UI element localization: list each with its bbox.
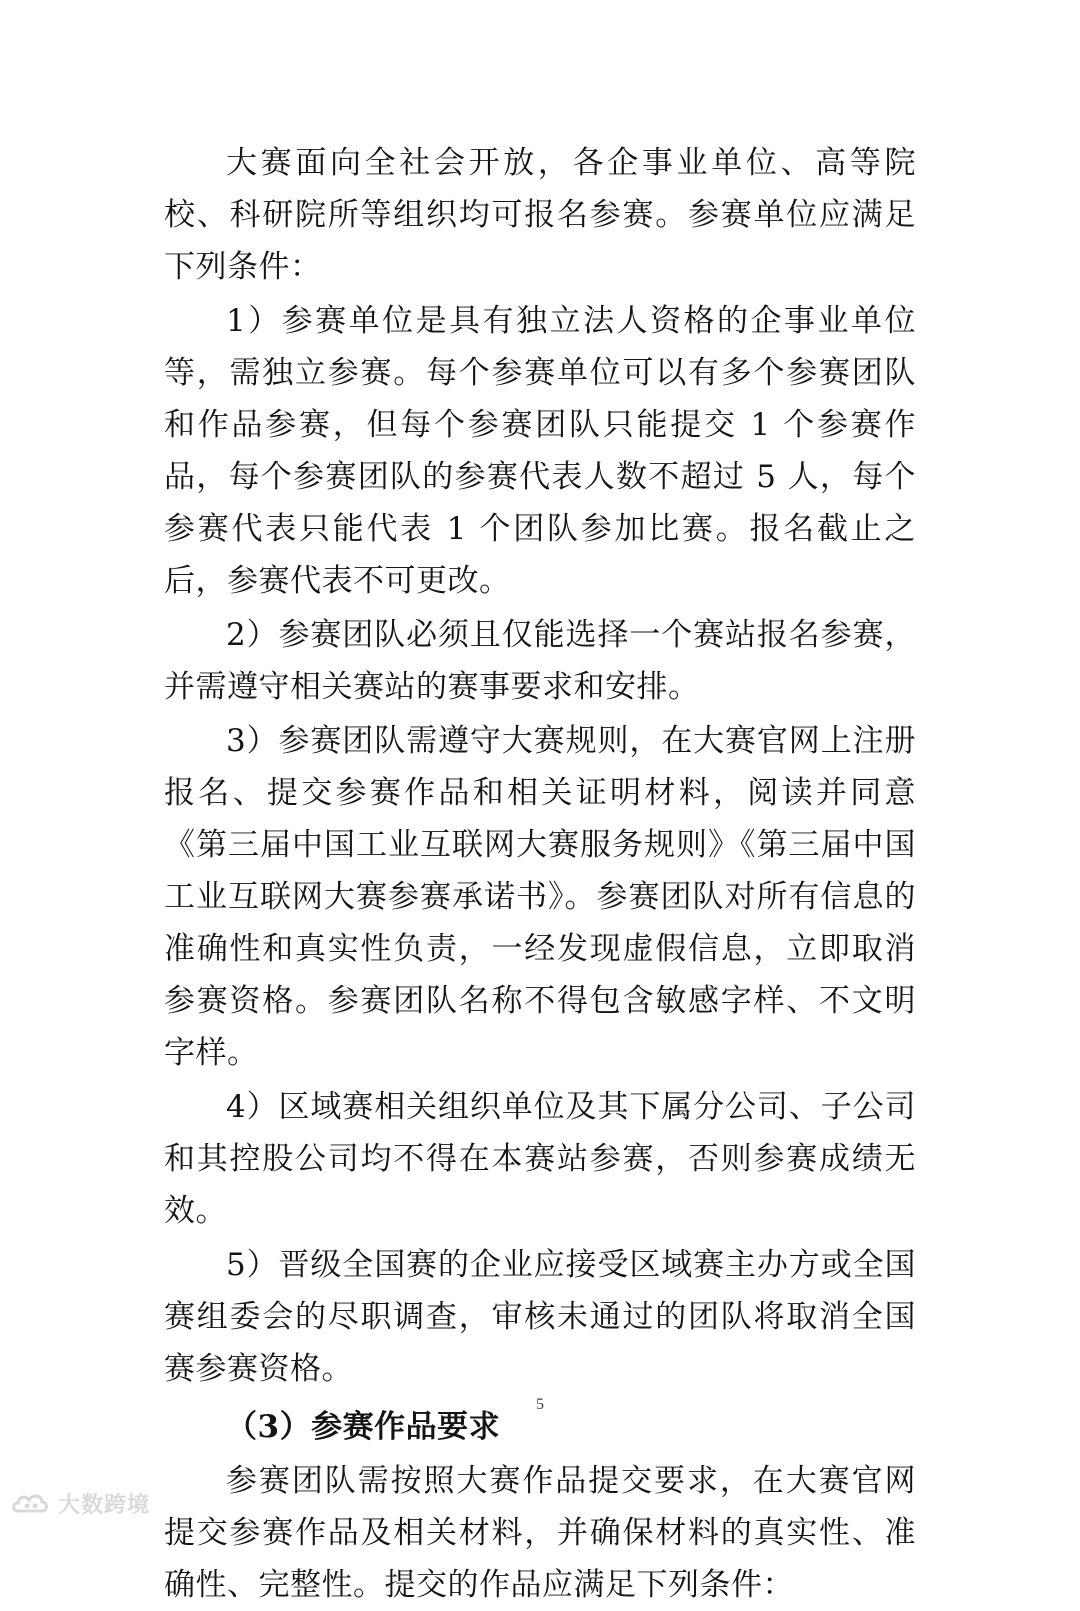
paragraph-intro: 大赛面向全社会开放，各企事业单位、高等院校、科研院所等组织均可报名参赛。参赛单位应满足下列条件：: [164, 145, 916, 285]
cloud-logo-icon: [10, 1491, 52, 1517]
paragraph-condition-4: 4）区域赛相关组织单位及其下属分公司、子公司和其控股公司均不得在本赛站参赛，否则参赛成绩无效。: [164, 1089, 916, 1229]
paragraph-submission: 参赛团队需按照大赛作品提交要求，在大赛官网提交参赛作品及相关材料，并确保材料的真实性、准确性、完整性。提交的作品应满足下列条件：: [164, 1463, 916, 1603]
watermark: [10, 1488, 150, 1519]
paragraph-condition-5: 5）晋级全国赛的企业应接受区域赛主办方或全国赛组委会的尽职调查，审核未通过的团队将取消全国赛参赛资格。: [164, 1247, 916, 1387]
paragraph-condition-2: 2）参赛团队必须且仅能选择一个赛站报名参赛，并需遵守相关赛站的赛事要求和安排。: [164, 617, 916, 705]
page-number: 5: [536, 1396, 544, 1413]
watermark-text: 大数跨境: [58, 1493, 151, 1518]
paragraph-condition-3: 3）参赛团队需遵守大赛规则，在大赛官网上注册报名、提交参赛作品和相关证明材料，阅读并同意《第三届中国工业互联网大赛服务规则》《第三届中国工业互联网大赛参赛承诺书》。参赛团队对所有信息的准确性和真实性负责，一经发现虚假信息，立即取消参赛资格。参赛团队名称不得包含敏感字样、不文明字样。: [164, 723, 916, 1071]
section-heading: （3）参赛作品要求: [226, 1409, 501, 1445]
paragraph-condition-1: 1）参赛单位是具有独立法人资格的企事业单位等，需独立参赛。每个参赛单位可以有多个参赛团队和作品参赛，但每个参赛团队只能提交 1 个参赛作品，每个参赛团队的参赛代表人数不超过 5 人，每个参赛代表只能代表 1 个团队参加比赛。报名截止之后，参赛代表不可更改。: [164, 303, 916, 599]
document-body: [164, 137, 916, 1611]
